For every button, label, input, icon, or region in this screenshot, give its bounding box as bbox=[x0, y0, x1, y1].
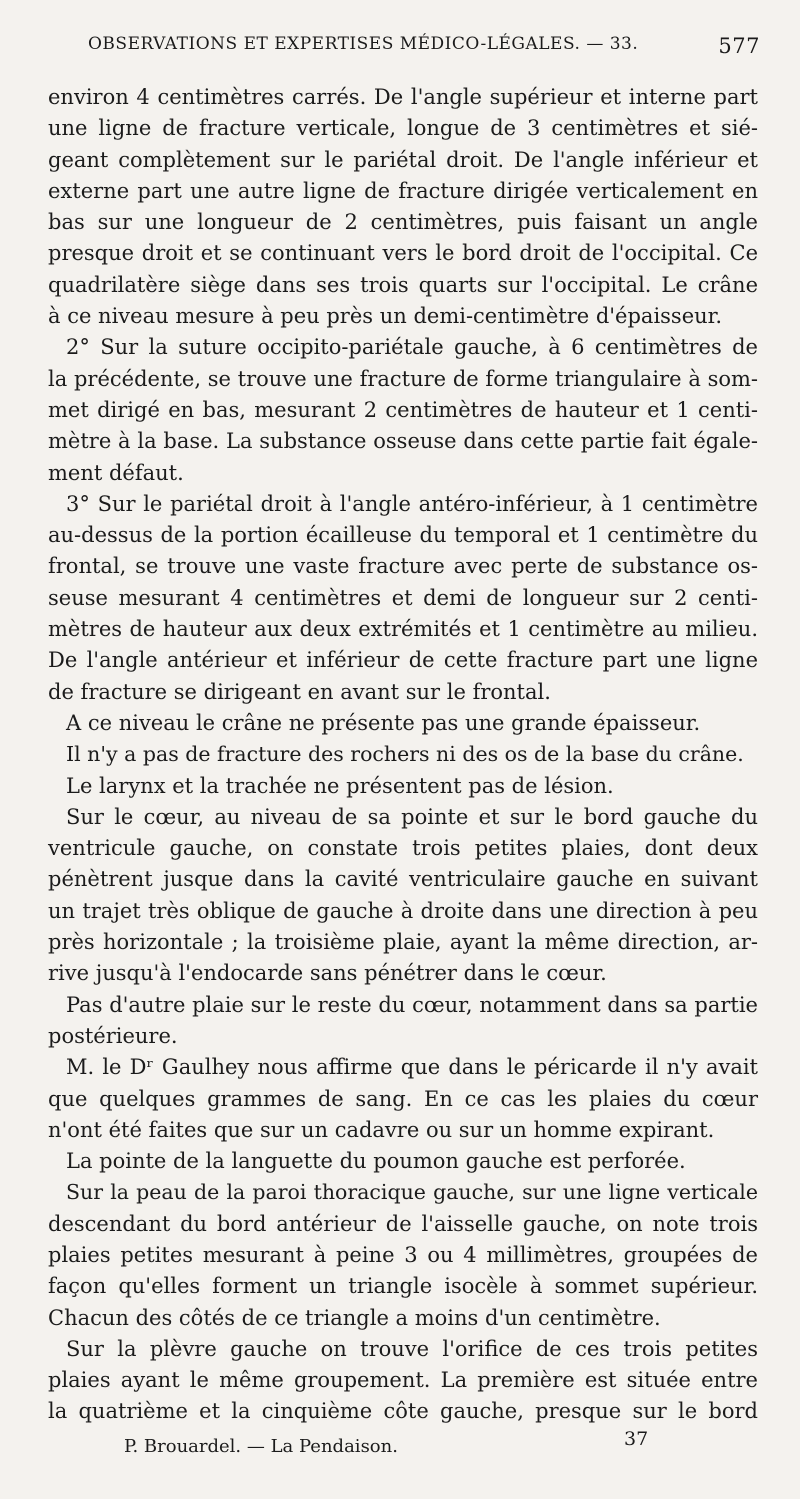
text-line: frontal, se trouve une vaste fracture avec perte de substance os- bbox=[48, 554, 758, 579]
footer-signature: P. Brouardel. — La Pendaison. bbox=[124, 1436, 398, 1457]
page-number: 577 bbox=[718, 34, 760, 58]
text-line: Pas d'autre plaie sur le reste du cœur, notamment dans sa partie bbox=[66, 992, 758, 1017]
text-line: mètre à la base. La substance osseuse dans cette partie fait égale- bbox=[48, 429, 758, 454]
text-line: 2° Sur la suture occipito-pariétale gauche, à 6 centimètres de bbox=[66, 335, 758, 360]
text-line: la quatrième et la cinquième côte gauche, presque sur le bord bbox=[48, 1399, 758, 1424]
text-line: un trajet très oblique de gauche à droite dans une direction à peu bbox=[48, 898, 758, 923]
text-line: seuse mesurant 4 centimètres et demi de longueur sur 2 centi- bbox=[48, 585, 758, 610]
text-line: que quelques grammes de sang. En ce cas les plaies du cœur bbox=[48, 1086, 758, 1111]
text-line: à ce niveau mesure à peu près un demi-centimètre d'épaisseur. bbox=[48, 304, 723, 329]
text-line: Chacun des côtés de ce triangle a moins d'un centimètre. bbox=[48, 1305, 661, 1330]
text-line: près horizontale ; la troisième plaie, ayant la même direction, ar- bbox=[48, 930, 758, 955]
text-line: mètres de hauteur aux deux extrémités et 1 centimètre au milieu. bbox=[48, 617, 758, 642]
text-line: A ce niveau le crâne ne présente pas une grande épaisseur. bbox=[66, 710, 701, 735]
text-line: descendant du bord antérieur de l'aisselle gauche, on note trois bbox=[48, 1211, 758, 1236]
text-line: pénètrent jusque dans la cavité ventriculaire gauche en suivant bbox=[48, 867, 758, 892]
text-line: Il n'y a pas de fracture des rochers ni des os de la base du crâne. bbox=[66, 742, 744, 767]
page-footer bbox=[124, 1428, 664, 1458]
text-line: plaies petites mesurant à peine 3 ou 4 millimètres, groupées de bbox=[48, 1242, 758, 1267]
text-line: façon qu'elles forment un triangle isocèle à sommet supérieur. bbox=[48, 1274, 758, 1299]
text-line: une ligne de fracture verticale, longue de 3 centimètres et sié- bbox=[48, 116, 758, 141]
text-line: ventricule gauche, on constate trois petites plaies, dont deux bbox=[48, 836, 758, 861]
text-line: met dirigé en bas, mesurant 2 centimètres de hauteur et 1 centi- bbox=[48, 397, 758, 422]
running-title: OBSERVATIONS ET EXPERTISES MÉDICO-LÉGALES. — 33. bbox=[88, 34, 639, 54]
text-line: environ 4 centimètres carrés. De l'angle supérieur et interne part bbox=[48, 85, 758, 109]
text-line: Le larynx et la trachée ne présentent pas de lésion. bbox=[66, 773, 614, 798]
text-line: ment défaut. bbox=[48, 460, 184, 485]
text-line: Sur la peau de la paroi thoracique gauche, sur une ligne verticale bbox=[66, 1180, 758, 1205]
text-line: geant complètement sur le pariétal droit. De l'angle inférieur et bbox=[48, 147, 758, 172]
text-line: de fracture se dirigeant en avant sur le frontal. bbox=[48, 679, 551, 704]
text-line: La pointe de la languette du poumon gauche est perforée. bbox=[66, 1149, 686, 1174]
text-line: rive jusqu'à l'endocarde sans pénétrer dans le cœur. bbox=[48, 961, 607, 986]
sheet-number: 37 bbox=[624, 1428, 649, 1450]
text-line: externe part une autre ligne de fracture dirigée verticalement en bbox=[48, 178, 758, 203]
text-line: n'ont été faites que sur un cadavre ou sur un homme expirant. bbox=[48, 1117, 715, 1142]
text-line: De l'angle antérieur et inférieur de cette fracture part une ligne bbox=[48, 648, 758, 673]
text-line: postérieure. bbox=[48, 1023, 178, 1048]
text-line: 3° Sur le pariétal droit à l'angle antéro-inférieur, à 1 centimètre bbox=[66, 491, 758, 516]
text-line: plaies ayant le même groupement. La première est située entre bbox=[48, 1368, 758, 1393]
text-line: bas sur une longueur de 2 centimètres, puis faisant un angle bbox=[48, 210, 758, 235]
text-line: presque droit et se continuant vers le bord droit de l'occipital. Ce bbox=[48, 241, 758, 266]
text-line: quadrilatère siège dans ses trois quarts sur l'occipital. Le crâne bbox=[48, 272, 758, 297]
text-line: au-dessus de la portion écailleuse du temporal et 1 centimètre du bbox=[48, 523, 758, 548]
text-line: M. le Dʳ Gaulhey nous affirme que dans le péricarde il n'y avait bbox=[66, 1055, 758, 1080]
text-line: Sur la plèvre gauche on trouve l'orifice de ces trois petites bbox=[66, 1336, 758, 1361]
text-line: la précédente, se trouve une fracture de forme triangulaire à som- bbox=[48, 366, 758, 391]
running-header bbox=[88, 34, 760, 64]
text-line: Sur le cœur, au niveau de sa pointe et sur le bord gauche du bbox=[66, 804, 758, 829]
body-text bbox=[48, 82, 758, 1428]
